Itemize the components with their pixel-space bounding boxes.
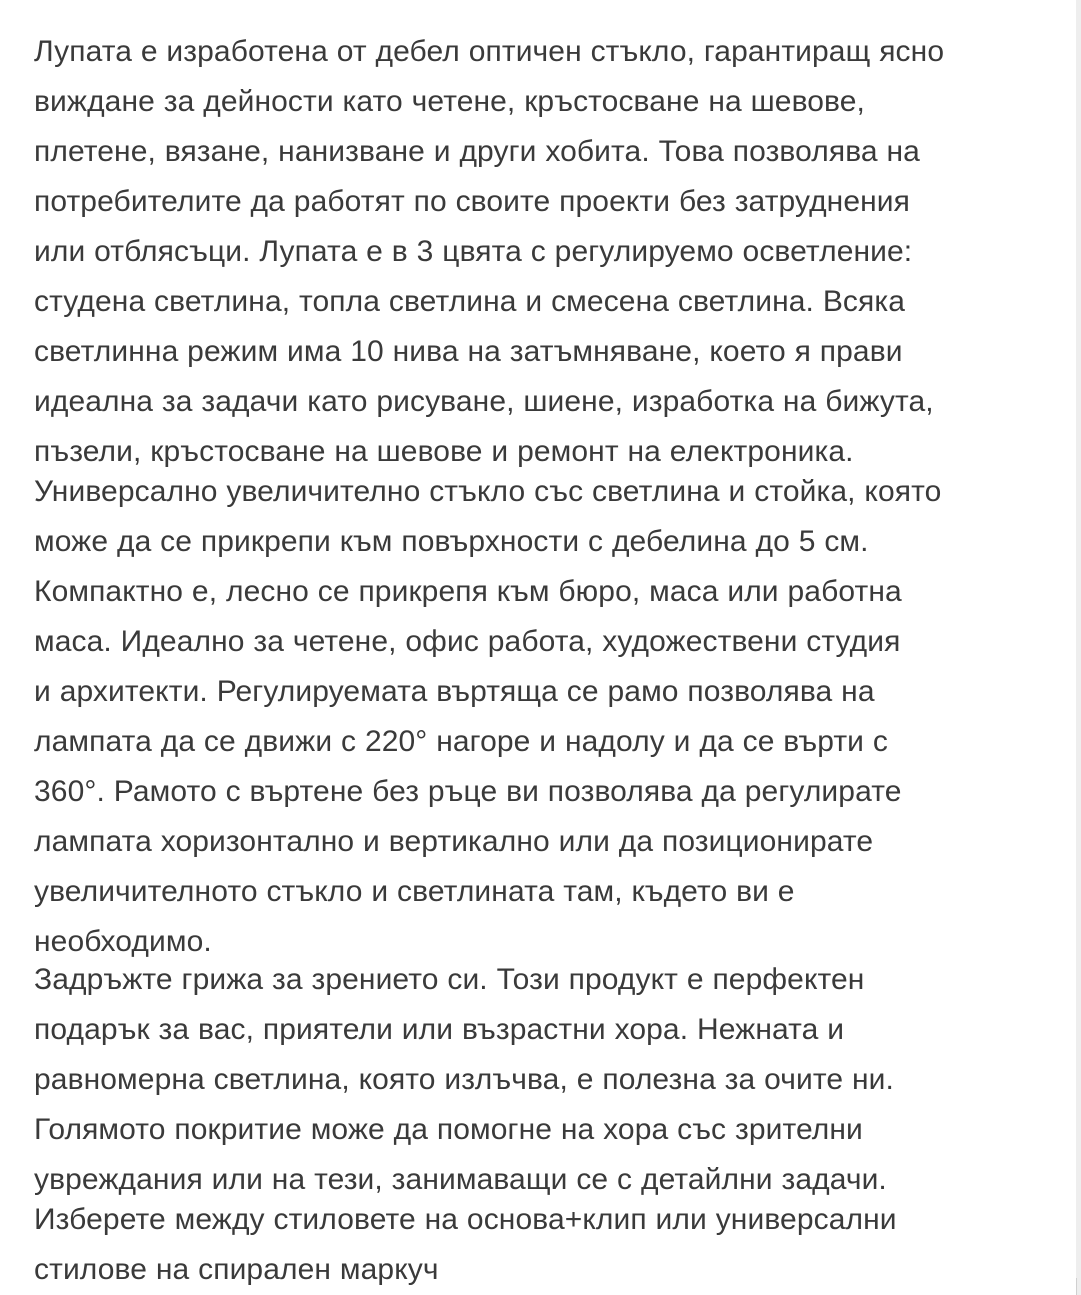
text-line-11: може да се прикрепи към повърхности с дебелина до 5 см. <box>34 525 869 558</box>
text-line-21: подарък за вас, приятели или възрастни хора. Нежната и <box>34 1013 845 1046</box>
text-line-9: пъзели, кръстосване на шевове и ремонт на електроника. <box>34 435 854 468</box>
text-line-13: маса. Идеално за четене, офис работа, художествени студия <box>34 625 901 658</box>
text-line-17: лампата хоризонтално и вертикално или да позиционирате <box>34 825 874 858</box>
text-line-23: Голямото покритие може да помогне на хора със зрителни <box>34 1113 863 1146</box>
text-line-25: Изберете между стиловете на основа+клип или универсални <box>34 1203 897 1236</box>
right-edge-shadow <box>1076 0 1081 1295</box>
text-line-7: светлинна режим има 10 нива на затъмняване, което я прави <box>34 335 903 368</box>
text-line-6: студена светлина, топла светлина и смесена светлина. Всяка <box>34 285 906 318</box>
text-line-2: виждане за дейности като четене, кръстосване на шевове, <box>34 85 865 118</box>
text-line-4: потребителите да работят по своите проекти без затруднения <box>34 185 911 218</box>
text-line-19: необходимо. <box>34 925 212 958</box>
right-edge-mark <box>1076 1278 1077 1295</box>
text-line-1: Лупата е изработена от дебел оптичен стъкло, гарантиращ ясно <box>34 35 945 68</box>
text-line-5: или отблясъци. Лупата е в 3 цвята с регулируемо осветление: <box>34 235 913 268</box>
text-line-16: 360°. Рамото с въртене без ръце ви позволява да регулирате <box>34 775 902 808</box>
text-line-20: Задръжте грижа за зрението си. Този продукт е перфектен <box>34 963 865 996</box>
text-line-3: плетене, вязане, нанизване и други хобита. Това позволява на <box>34 135 920 168</box>
text-line-22: равномерна светлина, която излъчва, е полезна за очите ни. <box>34 1063 894 1096</box>
text-line-15: лампата да се движи с 220° нагоре и надолу и да се върти с <box>34 725 888 758</box>
text-line-12: Компактно е, лесно се прикрепя към бюро, маса или работна <box>34 575 902 608</box>
text-line-26: стилове на спирален маркуч <box>34 1253 439 1286</box>
text-line-18: увеличителното стъкло и светлината там, където ви е <box>34 875 795 908</box>
text-line-14: и архитекти. Регулируемата въртяща се рамо позволява на <box>34 675 875 708</box>
text-line-24: увреждания или на тези, занимаващи се с детайлни задачи. <box>34 1163 887 1196</box>
text-line-8: идеална за задачи като рисуване, шиене, изработка на бижута, <box>34 385 934 418</box>
text-line-10: Универсално увеличително стъкло със светлина и стойка, която <box>34 475 942 508</box>
